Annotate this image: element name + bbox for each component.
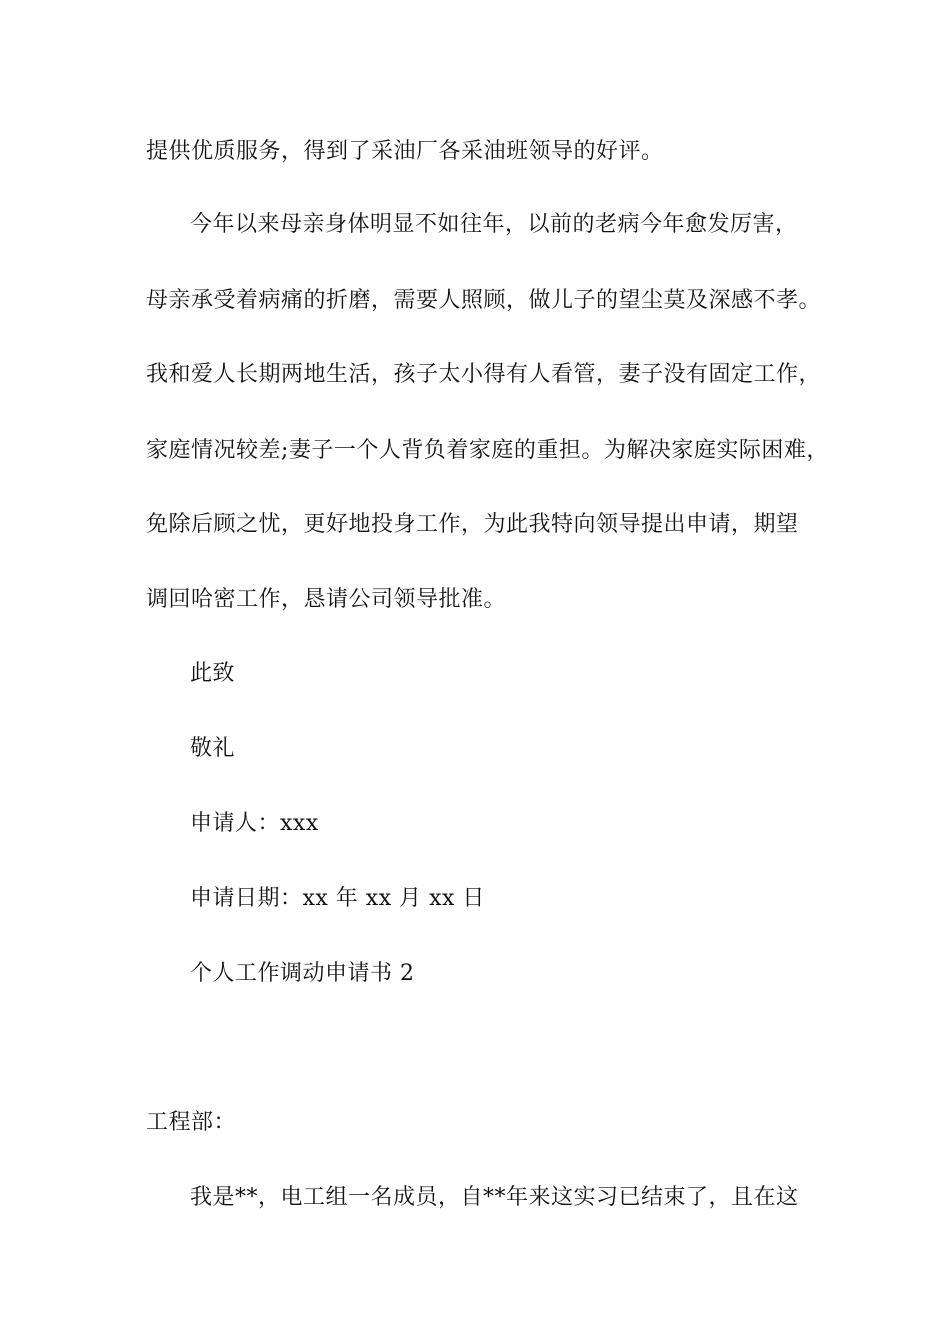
body-paragraph-line: 我和爱人长期两地生活，孩子太小得有人看管，妻子没有固定工作， — [146, 362, 822, 387]
closing-regards: 敬礼 — [190, 736, 236, 761]
body-paragraph-line: 调回哈密工作，恳请公司领导批准。 — [146, 587, 507, 612]
application-date: 申请日期：xx 年 xx 月 xx 日 — [190, 886, 485, 911]
applicant-line: 申请人：xxx — [190, 811, 319, 836]
body-paragraph-line: 我是**，电工组一名成员，自**年来这实习已结束了，且在这 — [190, 1185, 799, 1210]
body-paragraph-line: 今年以来母亲身体明显不如往年，以前的老病今年愈发厉害， — [190, 212, 798, 237]
section-title: 个人工作调动申请书 2 — [190, 961, 415, 986]
body-paragraph-line: 家庭情况较差;妻子一个人背负着家庭的重担。为解决家庭实际困难， — [146, 438, 829, 463]
body-paragraph-line: 提供优质服务，得到了采油厂各采油班领导的好评。 — [146, 139, 664, 164]
body-paragraph-line: 免除后顾之忧，更好地投身工作，为此我特向领导提出申请，期望 — [146, 512, 799, 537]
body-paragraph-line: 母亲承受着病痛的折磨，需要人照顾，做儿子的望尘莫及深感不孝。 — [146, 288, 822, 313]
closing-salutation: 此致 — [190, 661, 236, 686]
recipient-line: 工程部： — [146, 1110, 237, 1135]
